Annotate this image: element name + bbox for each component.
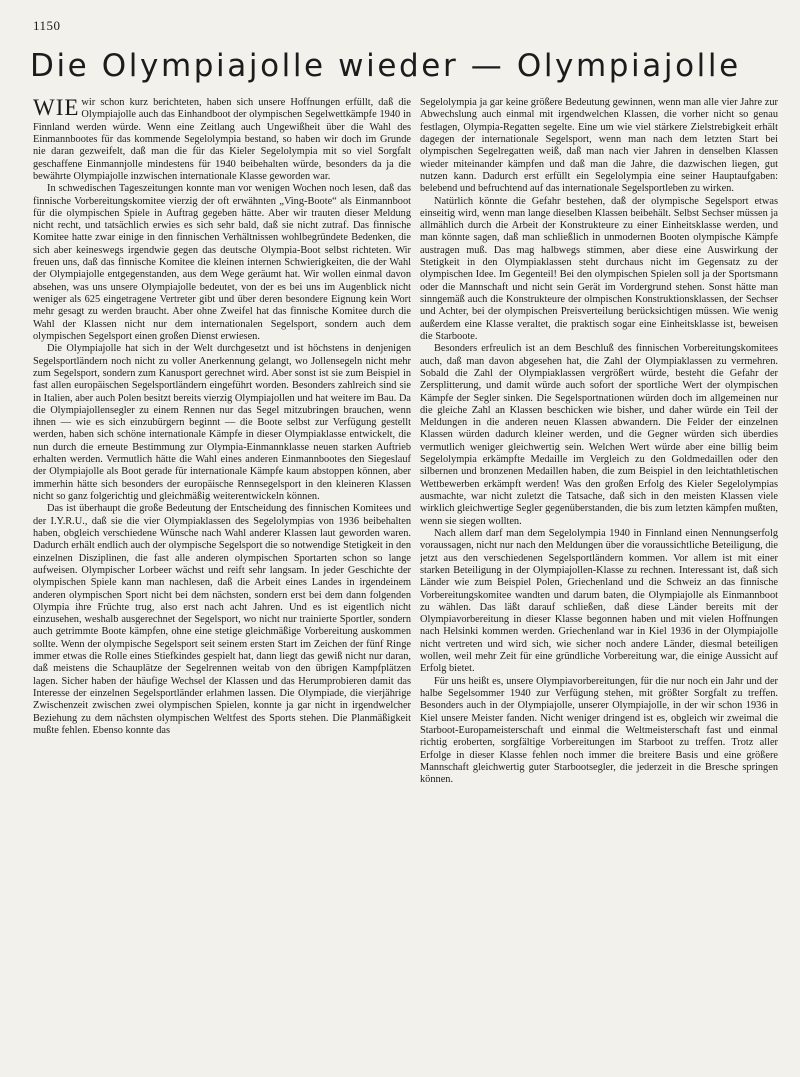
left-column (33, 97, 411, 1062)
right-paragraph-4: Nach allem darf man dem Segelolympia 1940 in Finnland einen Nennungserfolg voraussagen, nicht nur nach den Meldungen über die voraussichtliche Beteiligung, die jetzt aus den verschiedenen Segelsportländern kommen. Vor allem ist mit einer starken Beteiligung in der Olympiajollen-Klasse zu rechnen. Interessant ist, daß sich Länder wie zum Beispiel Polen, Griechenland und die Schweiz an das finnische Vorbereitungskomitee wandten und darum baten, die Olympiajolle als Einmannboot zu wählen. Das läßt darauf schließen, daß diese Länder bereits mit der Olympiavorbereitung in dieser Klasse begonnen haben und mit vielen Hoffnungen nach Helsinki kommen werden. Griechenland war in Kiel 1936 in der Olympiajolle nicht vertreten und wird sich, wie sicher noch andere Länder, diesmal beteiligen wollen, weil mehr Zeit für eine gründliche Vorbereitung war, die einige Aussicht auf Erfolg bietet. (420, 527, 778, 675)
right-column (420, 97, 778, 1062)
right-paragraph-2: Natürlich könnte die Gefahr bestehen, daß der olympische Segelsport etwas einseitig wird, wenn man lange dieselben Klassen beibehält. Selbst Sechser müssen ja allmählich durch die Arbeit der Konstrukteure zu einer Einheitsklasse werden, und man könnte sagen, daß man schließlich in unmodernen Booten olympische Kämpfe austragen muß. Das mag halbwegs stimmen, aber diese eine Auswirkung der Stetigkeit in den Olympiaklassen steht durchaus nicht im Gegensatz zu der olympischen Idee. Im Gegenteil! Bei den olympischen Spielen soll ja der Sportsmann oder die Mannschaft und nicht sein Gerät im Vordergrund stehen. Sonst hätte man sinngemäß auch die Konstrukteure der olmpischen Konstruktionsklassen, der Sechser und Achter, bei der olympischen Preisverteilung berücksichtigen müssen. Wie wenig außerdem eine Klasse veraltet, die praktisch sogar eine Einheitsklasse ist, beweisen die Starboote. (420, 195, 778, 342)
article-headline: Die Olympiajolle wieder — Olympiajolle (30, 48, 741, 84)
right-paragraph-3: Besonders erfreulich ist an dem Beschluß des finnischen Vorbereitungskomitees auch, daß man davon abgesehen hat, die Zahl der Olympiaklassen zu vermehren. Sobald die Zahl der Olympiaklassen vergrößert würde, besteht die Gefahr der Zersplitterung, und damit würde auch sofort der sportliche Wert der olympischen Kämpfe der Segler sinken. Die Segelsportnationen würden doch im allgemeinen nur die gleiche Zahl an Klassen beschicken wie bisher, und daher würde ein Teil der Meldungen in die anderen neuen Klassen abwandern. Die Felder der einzelnen Klassen würden dadurch kleiner werden, und die Gegner würden sich überdies vermutlich weniger gleichwertig sein. Welchen Wert würde aber eine billig beim Segelolympia erkämpfte Medaille im Vergleich zu den Goldmedaillen oder den silbernen und bronzenen Medaillen haben, die zum Beispiel in den leichtathletischen Wettbewerben erkämpft werden! Was den großen Erfolg des Kieler Segelolympias ausmachte, war nicht zuletzt die Tatsache, daß sich in den meisten Klassen viele wirklich gleichwertige Segler gegenüberstanden, die bis zum letzten kämpfen mußten, wenn sie siegen wollten. (420, 343, 778, 527)
left-paragraph-2: In schwedischen Tageszeitungen konnte man vor wenigen Wochen noch lesen, daß das finnische Vorbereitungskomitee vierzig der oft erwähnten „Ving-Boote“ als Einmannboot für die olympischen Spiele in Auftrag gegeben hätte. Aber wir trauten dieser Meldung nicht recht, und tatsächlich erwies es sich sehr bald, daß sie nicht zutraf. Das finnische Komitee hatte zwar einige in den finnischen Verhältnissen wohlbegründete Bedenken, die sich aber keineswegs irgendwie gegen das deutsche Olympia-Boot selbst richteten. Wir freuen uns, daß das finnische Komitee die kleinen internen Schwierigkeiten, die der Wahl der Olympiajolle entgegenstanden, aus dem Wege geräumt hat. Wir wollen einmal davon absehen, was uns unsere Olympiajolle bedeutet, von der es bei uns im Augenblick nicht weniger als 625 eingetragene Vertreter gibt und über deren besondere Eignung kein Wort mehr gesagt zu werden braucht. Aber ohne Zweifel hat das finnische Komitee durch die Wahl der Klassen nicht nur dem internationalen Segelsport, sondern auch dem olympischen Segelsport einen großen Dienst erwiesen. (33, 183, 411, 342)
dropcap: WIE (33, 97, 80, 120)
right-paragraph-5: Für uns heißt es, unsere Olympiavorbereitungen, für die nur noch ein Jahr und der halbe Segelsommer 1940 zur Verfügung stehen, mit größter Sorgfalt zu treffen. Besonders auch in der Olympiajolle, unserer Olympiajolle, in der wir schon 1936 in Kiel unsere Meister fanden. Nicht weniger dringend ist es, obgleich wir zweimal die Starboot-Europameisterschaft und einmal die Weltmeisterschaft fast und einmal richtig eroberten, sorgfältige Vorbereitungen im Starboot zu treffen. Trotz aller Erfolge in dieser Klasse fehlen noch immer die breitere Basis und eine größere Mannschaft gleichwertig guter Starbootsegler, die jederzeit in die Bresche springen können. (420, 675, 778, 786)
left-paragraph-1-text: wir schon kurz berichteten, haben sich unsere Hoffnungen erfüllt, daß die Olympiajolle auch das Einhandboot der olympischen Segelwettkämpfe 1940 in Finnland werden würde. Wenn eine Zeitlang auch Ungewißheit über die Wahl des Einmannbootes für das kommende Segelolympia bestand, so haben wir doch im Grunde nie daran gezweifelt, daß man die für das Kieler Segelolympia mit so viel Sorgfalt geschaffene Einmannjolle mindestens für 1940 beibehalten würde, besonders da ja die bewährte Olympiajolle inzwischen internationale Klasse geworden war. (33, 97, 411, 182)
right-paragraph-1: Segelolympia ja gar keine größere Bedeutung gewinnen, wenn man alle vier Jahre zur Abwechslung auch einmal mit irgendwelchen Klassen, die vorher nicht so genau festlagen, Olympia-Regatten segelte. Eine um wie viel stärkere Zielstrebigkeit erhält dagegen der internationale Segelsport, wenn man nach dem letzten Start bei olympischen Segelregatten weiß, daß man nach vier Jahren in denselben Klassen wieder miteinander kämpfen und daß man die Jahre, die dazwischen liegen, gut nutzen kann. Dadurch erst erfüllt ein Segelolympia eine seiner Hauptaufgaben: belebend und befruchtend auf das internationale Segelsportleben zu wirken. (420, 97, 778, 195)
left-paragraph-1 (33, 97, 411, 183)
left-paragraph-3: Die Olympiajolle hat sich in der Welt durchgesetzt und ist höchstens in denjenigen Segelsportländern noch nicht zu voller Anerkennung gelangt, wo Jollensegeln nicht mehr zum Segelsport, sondern zum Kanusport gerechnet wird. Aber sonst ist sie zum Beispiel in fast allen europäischen Segelsportländern eingeführt worden. Besonders zahlreich sind sie in Italien, aber auch Polen besitzt bereits vierzig Olympiajollen und hat weitere im Bau. Da die Olympiajollensegler zu einem Rennen nur das Segel mitzubringen brauchen, wenn ihnen — wie es sich einzubürgern beginnt — die Boote selbst zur Verfügung gestellt werden, haben sich schöne internationale Kämpfe in dieser Olympiaklasse entwickelt, die nun durch die erneute Bestimmung zur Olympia-Einmannklasse neuen starken Auftrieb erhalten werden. Vermutlich hätte die Wahl eines anderen Einmannbootes den Siegeslauf der Olympiajolle als Boot gerade für internationale Kämpfe kaum abstoppen können, aber immerhin hätte sich besonders der europäische Rennsegelsport in den kleineren Klassen nicht so ganz folgerichtig und gleichmäßig weiterentwickeln können. (33, 343, 411, 502)
left-paragraph-4: Das ist überhaupt die große Bedeutung der Entscheidung des finnischen Komitees und der I.Y.R.U., daß sie die vier Olympiaklassen des Segelolympias von 1936 beibehalten haben, obgleich verschiedene Wünsche nach Wahl anderer Klassen laut geworden waren. Dadurch erhält endlich auch der olympische Segelsport die so notwendige Stetigkeit in den einzelnen Disziplinen, die fast alle anderen olympischen Sportarten schon so lange aufweisen. Olympischer Lorbeer wächst und reift sehr langsam. In jeder Geschichte der olympischen Spiele kann man nachlesen, daß die Arbeit eines Landes in irgendeinem anderen olympischen Sport nicht bei dem nächsten, sondern erst bei dem dann folgenden Olympia ihre Früchte trug, also erst nach acht Jahren. Und es ist eigentlich nicht einzusehen, weshalb ausgerechnet der Segelsport, wo nicht nur trainierte Sportler, sondern auch getrimmte Boote kämpfen, ohne eine stetige gleichmäßige Vorbereitung auskommen sollte. Wenn der olympische Segelsport seit seinem ersten Start im Zeichen der fünf Ringe immer etwas die Rolle eines Stiefkindes gespielt hat, dann liegt das gewiß nicht nur daran, daß meistens die Schauplätze der Segelrennen weitab von den übrigen Kampfplätzen lagen. Sicher haben der häufige Wechsel der Klassen und das Herumprobieren damit das Interesse der einzelnen Segelsportländer erlahmen lassen. Die Olympiade, die vierjährige Zwischenzeit zwischen zwei olympischen Spielen, konnte ja gar nicht in irgendwelcher Beziehung zu dem nächsten olympischen Weltfest des Sports stehen. Die Planmäßigkeit mußte fehlen. Ebenso konnte das (33, 503, 411, 736)
page-number: 1150 (33, 18, 61, 33)
